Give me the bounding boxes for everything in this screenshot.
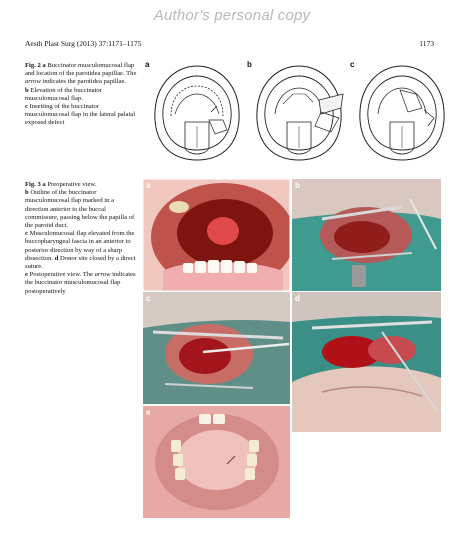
flap-outline-image (292, 179, 441, 291)
mouth-schematic-a (145, 60, 249, 164)
figure2-panel-letter-c: c (350, 60, 355, 69)
figure3-part-e-letter: e (25, 271, 28, 279)
figure2-drawing-c (350, 60, 454, 164)
figure3-panel-letter-c: c (146, 294, 151, 303)
figure3-panel-letter-b: b (295, 181, 300, 190)
watermark: Author's personal copy (153, 7, 311, 24)
figure2-part-b-letter: b (25, 86, 29, 94)
figure3-part-c-letter: c (25, 230, 28, 238)
figure2-part-a-letter: a (42, 62, 46, 69)
figure3-photo-c (143, 292, 290, 404)
figure2-part-c-letter: c (25, 103, 28, 111)
figure3-arrow-emph: arrow (94, 271, 111, 279)
figure3-part-d-text: Donor site closed by a direct suture. (25, 254, 136, 271)
figure3-part-a-text: Preoperative view. (47, 181, 97, 188)
figure3-part-b-letter: b (25, 189, 29, 197)
figure2-caption (25, 62, 137, 128)
figure2-drawing-b (247, 60, 351, 164)
donor-site-closed-image (292, 292, 441, 432)
figure3-part-b-text: Outline of the buccinator musculomucosal flap marked in a direction anterior to the buccal commissure, passing below the papilla of the parotid duct. (25, 189, 135, 230)
figure3-part-e-text: Postoperative view. The (29, 271, 93, 279)
page-number: 1173 (419, 39, 434, 48)
preoperative-view-image (143, 179, 290, 291)
figure3-part-c-text: Musculomucosal flap elevated from the buccopharyngeal fascia in an anterior to posterior direction by way of a sharp dissection. (25, 230, 135, 262)
figure2-part-a-text: Buccinator musculomucosal flap and location of the parotidea papillae. The (25, 62, 137, 78)
figure3-photo-b (292, 179, 441, 291)
figure2-panel-letter-b: b (247, 60, 252, 69)
postoperative-view-image (143, 406, 290, 518)
mouth-schematic-b (247, 60, 351, 164)
figure2-arrow-text: indicates the parotidea papillae. (42, 78, 127, 86)
running-head: Aesth Plast Surg (2013) 37:1171–1175 (25, 39, 142, 48)
figure2-panel-letter-a: a (145, 60, 150, 69)
figure3-part-a-letter: a (42, 181, 46, 188)
figure3-photo-e (143, 406, 290, 518)
figure3-photo-d (292, 292, 441, 432)
flap-elevation-image (143, 292, 290, 404)
figure3-arrow-text: indicates the buccinator musculomucosal flap postoperatively (25, 271, 136, 295)
figure3-label: Fig. 3 (25, 181, 41, 188)
figure3-panel-letter-a: a (146, 181, 151, 190)
figure2-label: Fig. 2 (25, 62, 41, 69)
figure3-panel-letter-d: d (295, 294, 300, 303)
figure3-caption (25, 181, 137, 296)
mouth-schematic-c (350, 60, 454, 164)
figure2-part-b-text: Elevation of the buccinator musculomucosal flap. (25, 86, 102, 102)
figure2-drawing-a (145, 60, 249, 164)
figure2-part-c-text: Insetting of the buccinator musculomucosal flap in the lateral palatal exposed defect (25, 103, 136, 127)
figure3-panel-letter-e: e (146, 408, 151, 417)
figure3-part-d-letter: d (54, 254, 59, 262)
figure2-arrow-emph: arrow (25, 78, 41, 86)
figure3-photo-a (143, 179, 290, 291)
